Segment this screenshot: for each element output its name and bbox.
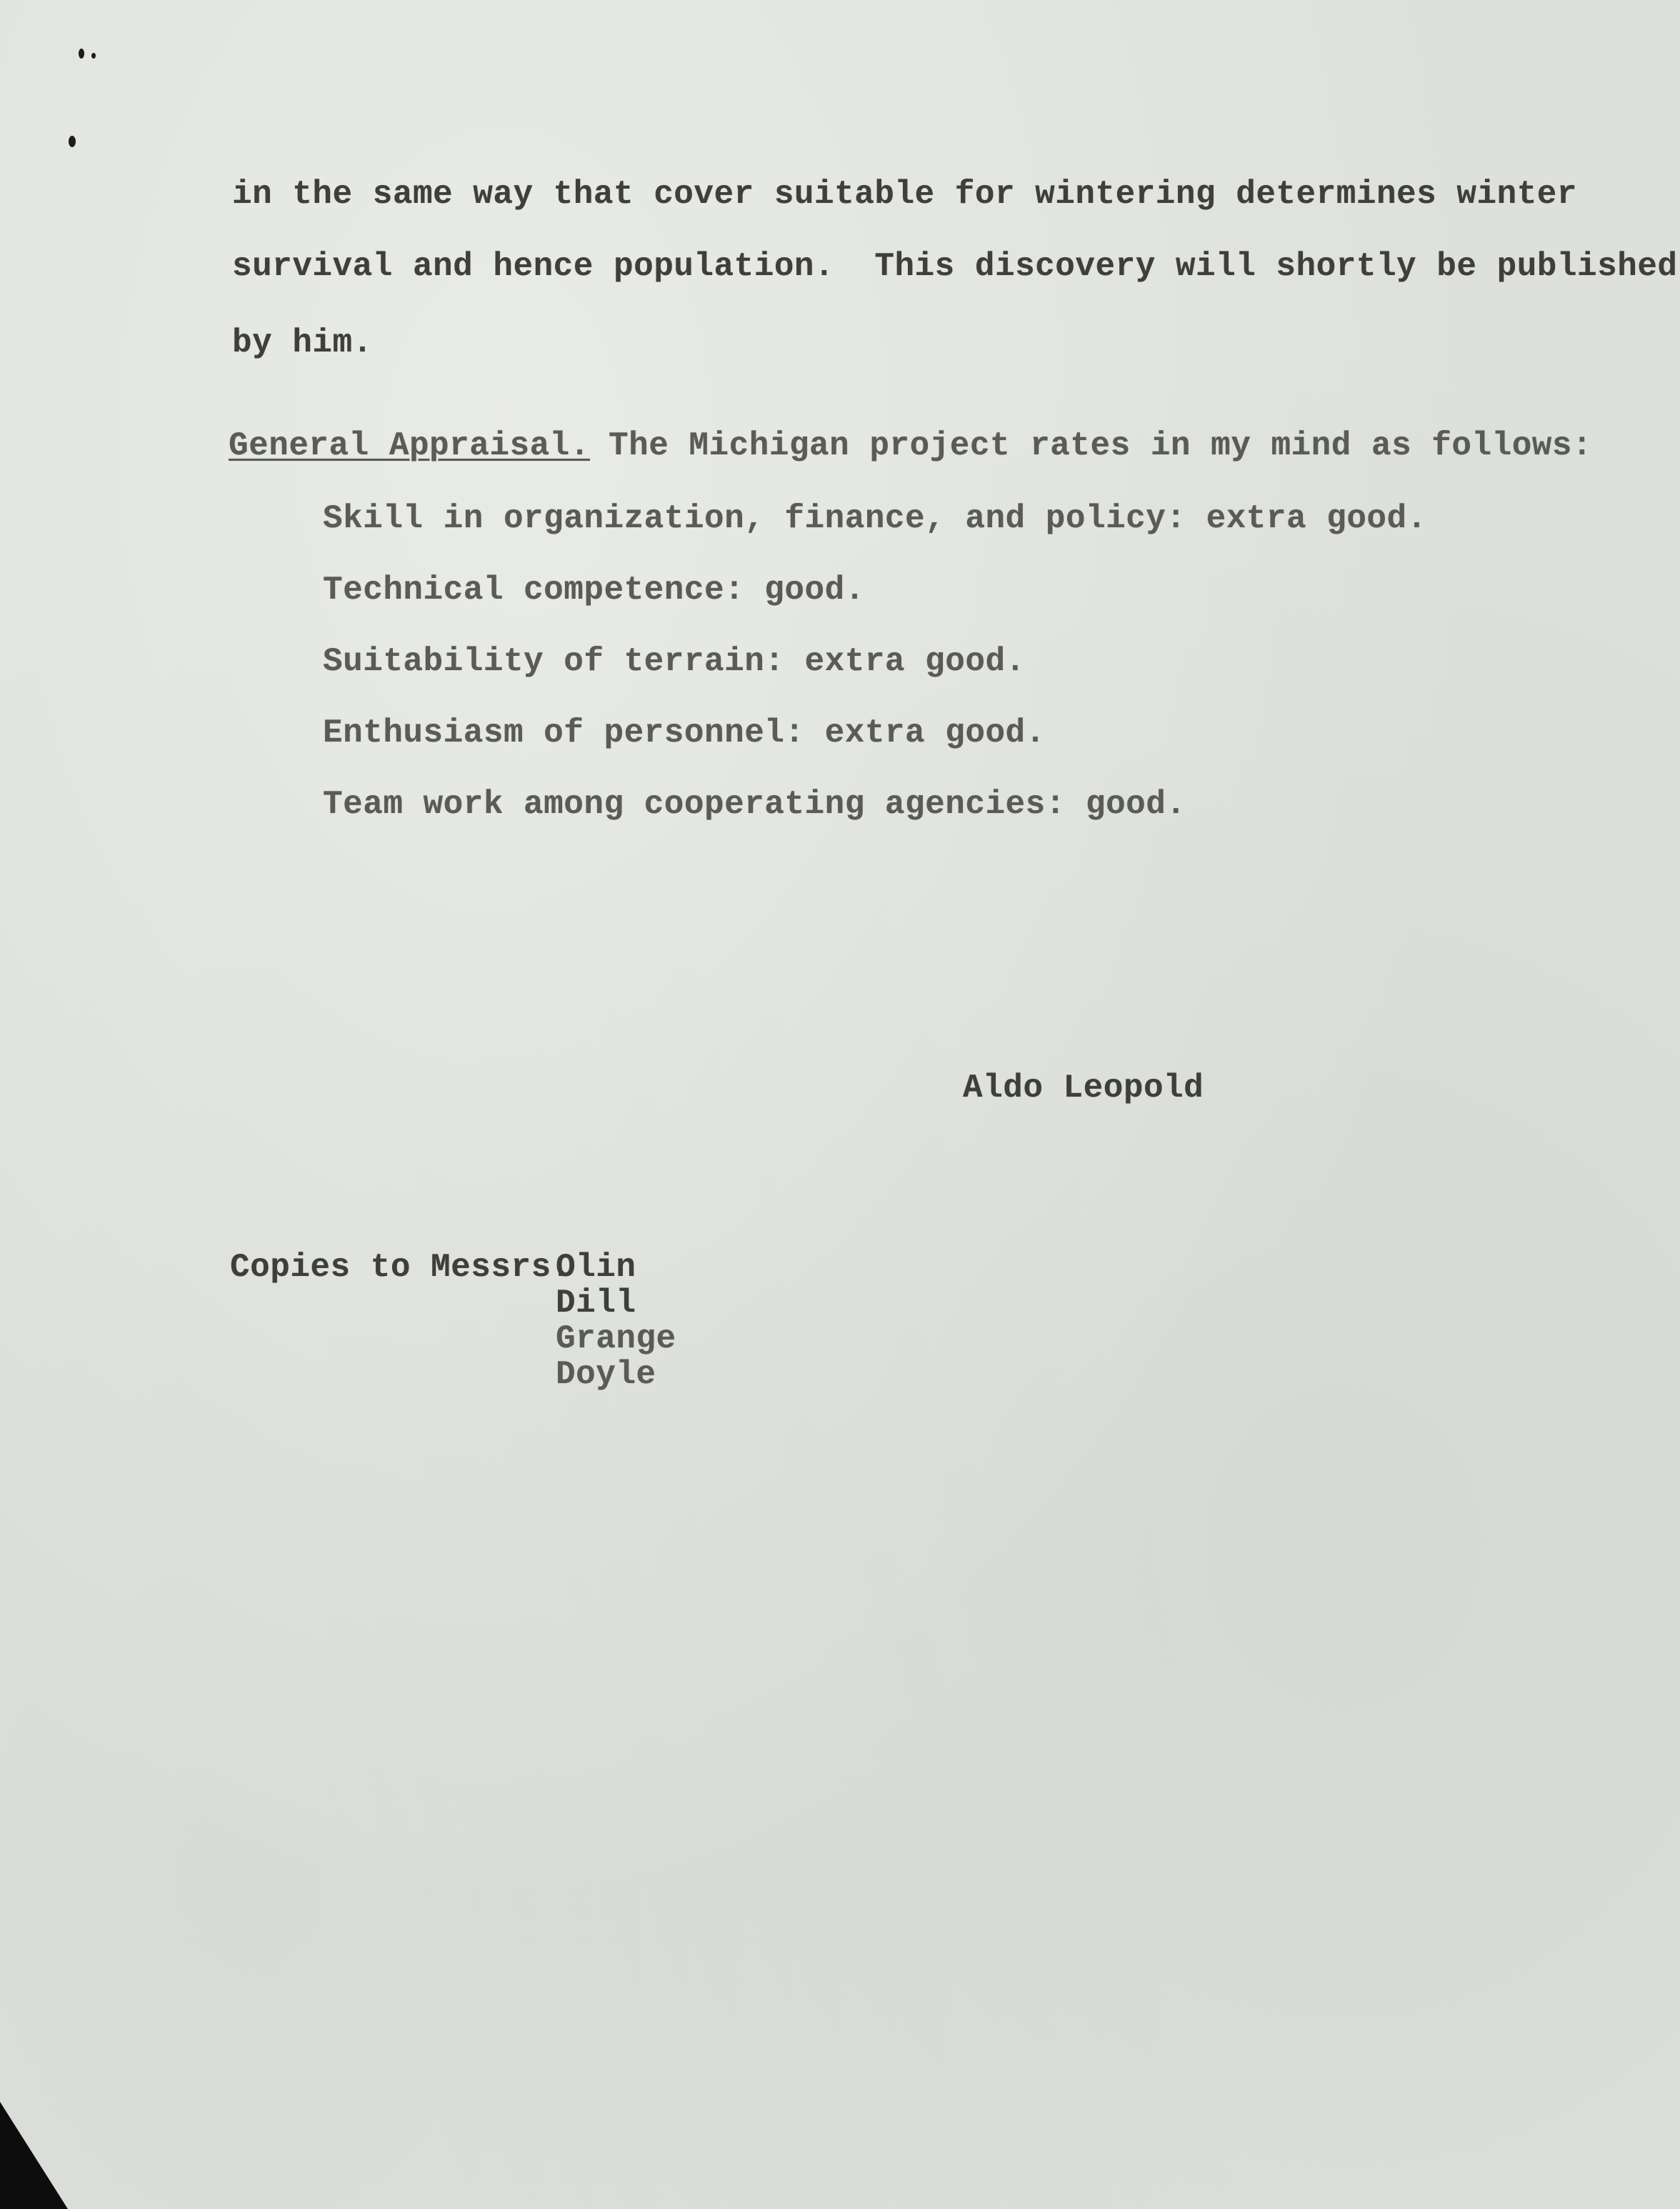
appraisal-item: Technical competence: good. <box>323 572 865 609</box>
appraisal-heading: General Appraisal. <box>229 427 590 464</box>
copies-name: Doyle <box>556 1356 656 1393</box>
appraisal-item: Enthusiasm of personnel: extra good. <box>323 714 1046 752</box>
copies-label: Copies to Messrs. <box>230 1249 571 1286</box>
appraisal-item: Suitability of terrain: extra good. <box>323 643 1026 680</box>
ink-speck <box>79 49 84 59</box>
copies-name: Grange <box>556 1320 676 1357</box>
ink-speck <box>91 53 96 59</box>
appraisal-item: Team work among cooperating agencies: good. <box>323 786 1186 823</box>
page-corner-shadow <box>0 2102 68 2209</box>
copies-name: Olin <box>556 1249 636 1286</box>
copies-name: Dill <box>556 1285 636 1322</box>
signature-name: Aldo Leopold <box>963 1069 1204 1107</box>
paragraph-line-2: survival and hence population. This discovery will shortly be published <box>232 248 1678 285</box>
appraisal-item: Skill in organization, finance, and policy: extra good. <box>323 500 1427 537</box>
paragraph-line-1: in the same way that cover suitable for wintering determines winter <box>232 176 1578 213</box>
paragraph-line-3: by him. <box>232 324 373 361</box>
appraisal-intro: The Michigan project rates in my mind as follows: <box>609 427 1593 464</box>
ink-speck <box>69 136 76 147</box>
